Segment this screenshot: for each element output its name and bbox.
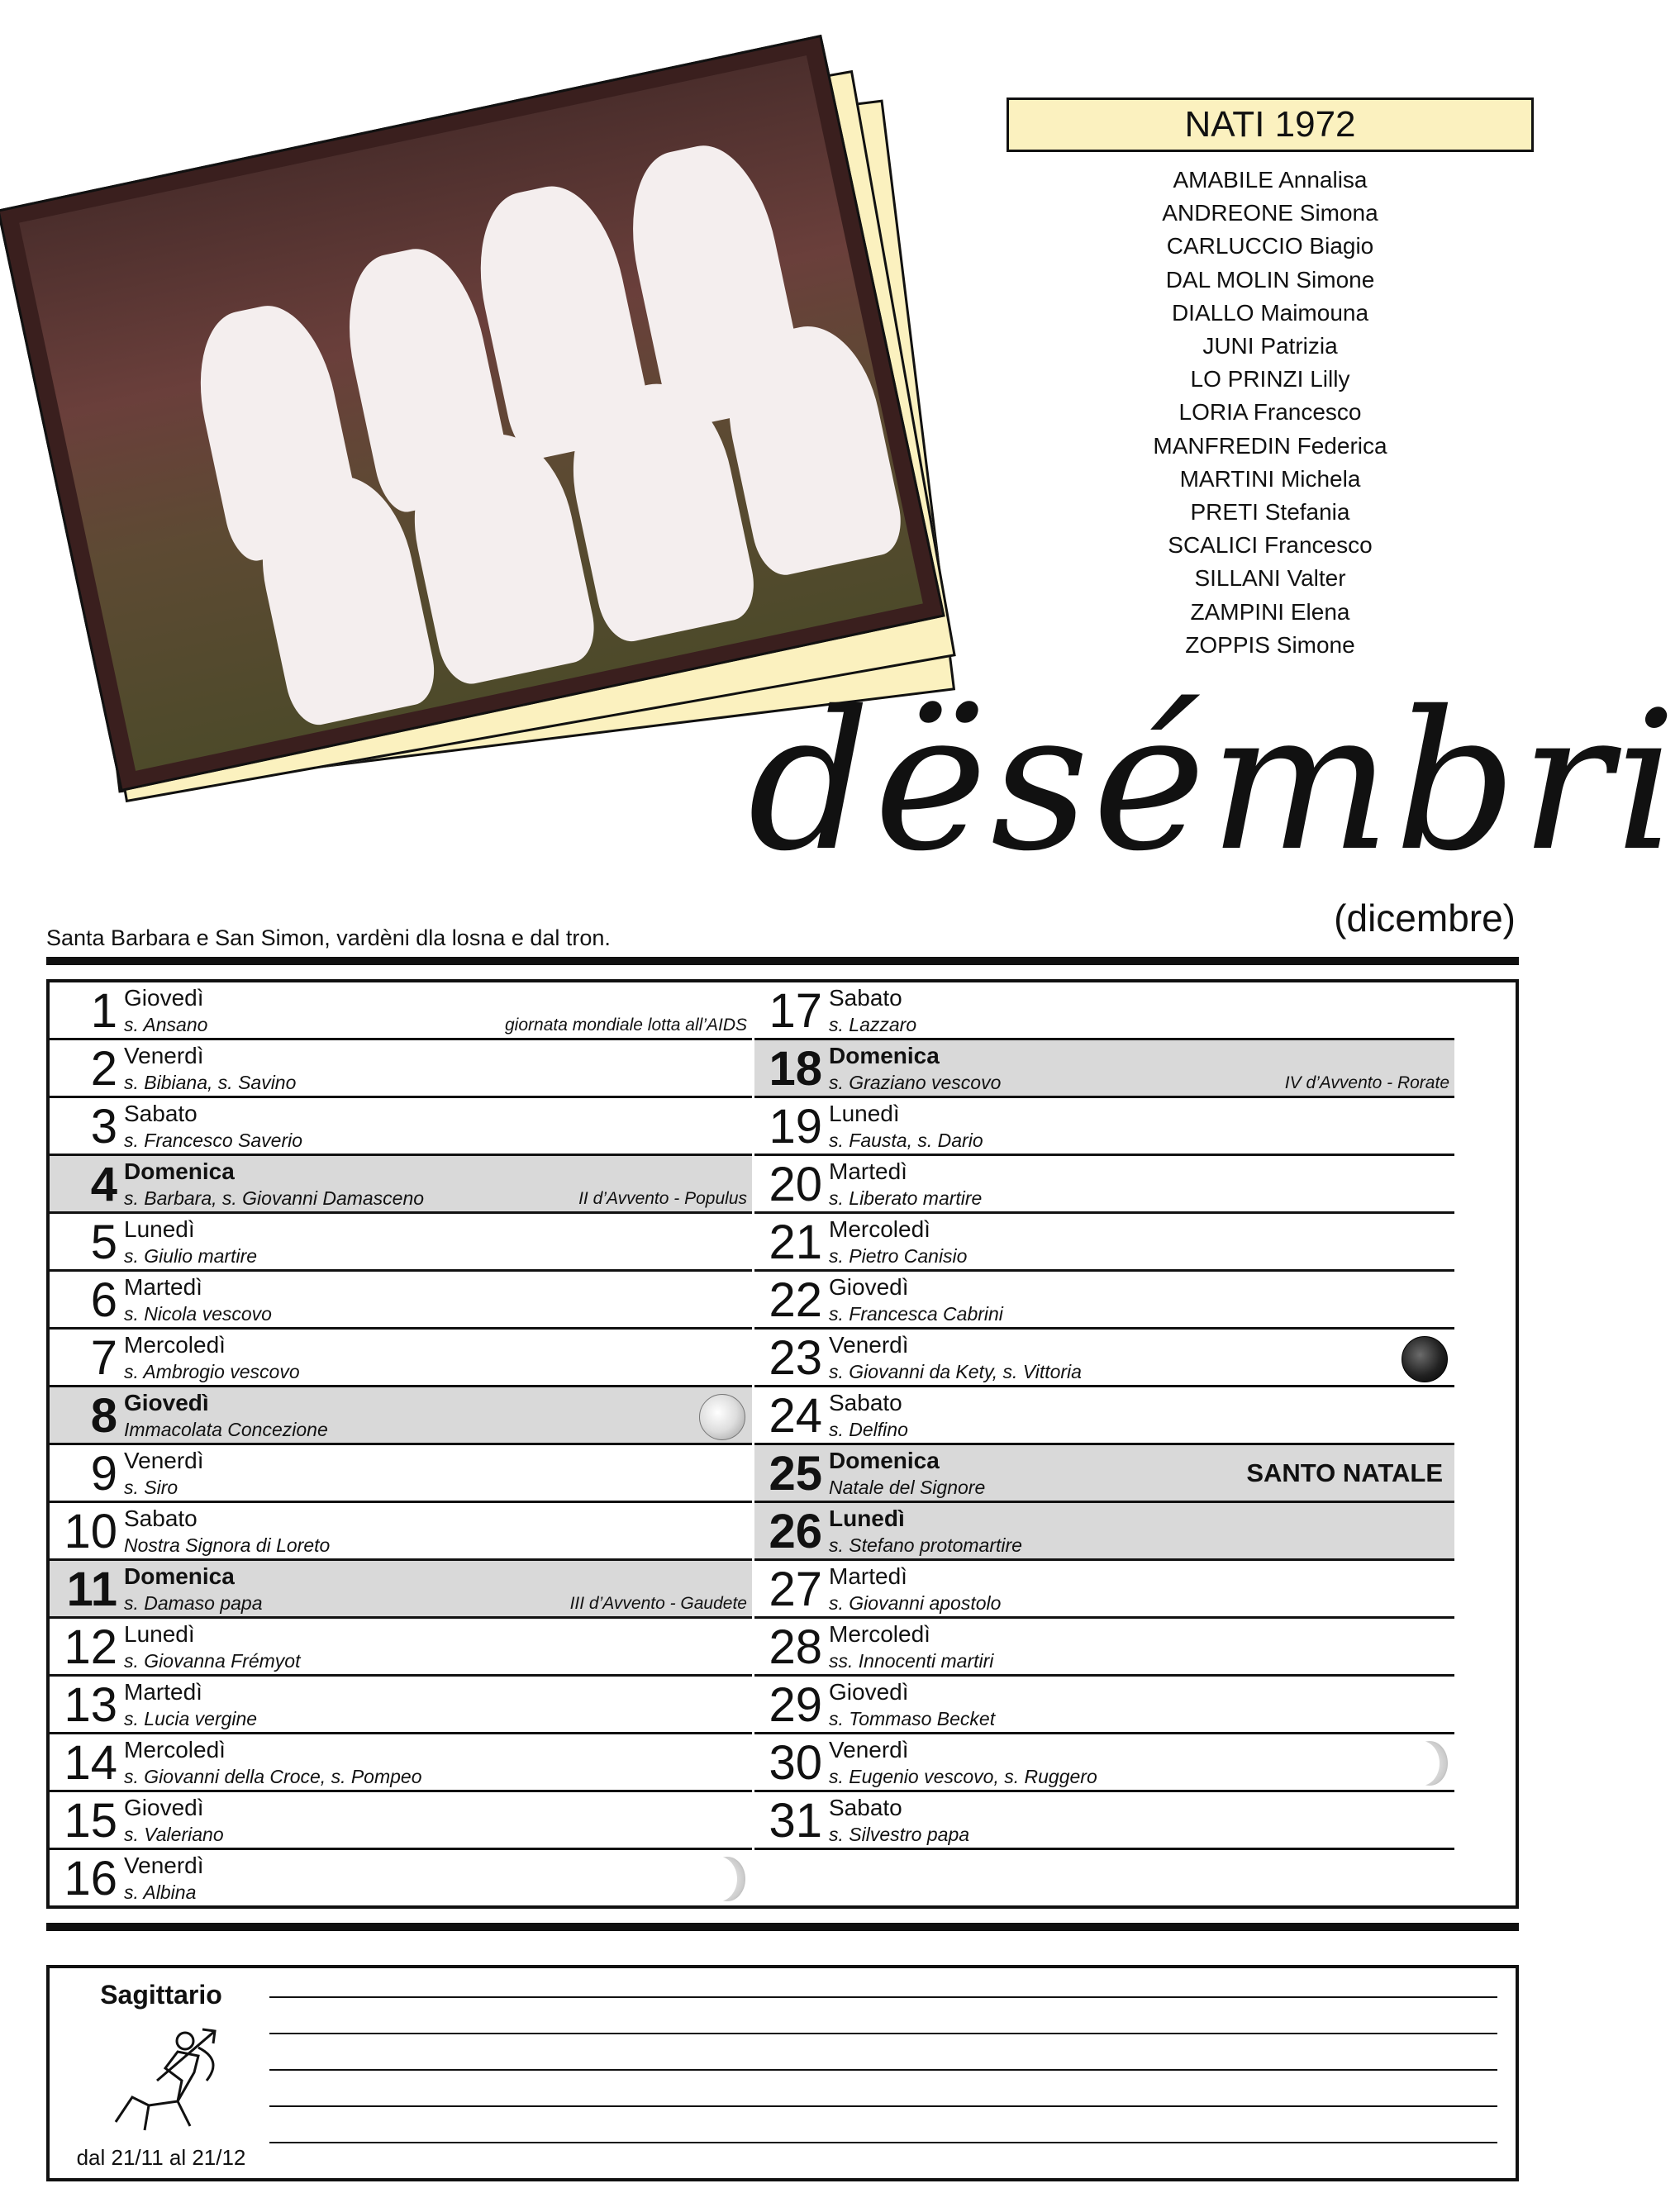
weekday-name: Sabato (829, 1795, 902, 1820)
day-number: 29 (769, 1678, 822, 1732)
day-number: 12 (64, 1620, 117, 1674)
day-number: 24 (769, 1389, 822, 1443)
liturgical-note: giornata mondiale lotta all’AIDS (505, 1016, 747, 1035)
saint-name: s. Pietro Canisio (829, 1245, 968, 1267)
calendar-day-row (50, 1330, 752, 1387)
day-number: 9 (90, 1447, 117, 1501)
saint-name: ss. Innocenti martiri (829, 1650, 994, 1672)
saint-name: s. Delfino (829, 1419, 908, 1440)
day-number: 6 (90, 1273, 117, 1327)
nati-name: AMABILE Annalisa (1173, 167, 1368, 193)
weekday-name: Mercoledì (124, 1332, 226, 1358)
saint-name: Natale del Signore (829, 1477, 986, 1498)
nati-name: SILLANI Valter (1194, 565, 1346, 592)
weekday-name: Giovedì (829, 1679, 909, 1705)
calendar-day-row (754, 1619, 1454, 1677)
saint-name: s. Valeriano (124, 1824, 224, 1845)
day-number: 19 (769, 1100, 822, 1154)
weekday-name: Martedì (829, 1158, 907, 1184)
saint-name: s. Giovanna Frémyot (124, 1650, 301, 1672)
weekday-name: Mercoledì (124, 1737, 226, 1762)
zodiac-name: Sagittario (100, 1980, 222, 2010)
calendar-day-row (754, 1677, 1454, 1734)
nati-title: NATI 1972 (1007, 98, 1534, 152)
quarter-moon-icon (1403, 1741, 1448, 1786)
weekday-name: Domenica (829, 1448, 940, 1473)
proverb: Santa Barbara e San Simon, vardèni dla losna e dal tron. (46, 925, 611, 950)
day-number: 11 (66, 1563, 117, 1616)
weekday-name: Martedì (829, 1563, 907, 1589)
day-number: 25 (769, 1447, 822, 1501)
nati-name: MARTINI Michela (1179, 465, 1361, 492)
day-number: 20 (769, 1158, 822, 1211)
calendar-day-row (50, 1850, 752, 1908)
calendar-day-row (754, 1734, 1454, 1792)
liturgical-note: III d’Avvento - Gaudete (569, 1594, 747, 1613)
weekday-name: Domenica (124, 1563, 235, 1589)
calendar-day-row (50, 1040, 752, 1098)
saint-name: s. Graziano vescovo (829, 1072, 1002, 1093)
nati-name: CARLUCCIO Biagio (1166, 233, 1374, 259)
day-number: 16 (64, 1852, 117, 1905)
weekday-name: Lunedì (829, 1506, 905, 1531)
day-number: 1 (90, 984, 117, 1038)
saint-name: s. Liberato martire (829, 1187, 983, 1209)
calendar-day-row (50, 1619, 752, 1677)
saint-name: s. Tommaso Becket (829, 1708, 996, 1729)
nati-name: ZAMPINI Elena (1190, 598, 1350, 625)
saint-name: s. Eugenio vescovo, s. Ruggero (829, 1766, 1097, 1787)
day-number: 18 (769, 1042, 822, 1096)
month-title: dësémbri (748, 670, 1680, 893)
saint-name: s. Barbara, s. Giovanni Damasceno (124, 1187, 425, 1209)
calendar-day-row (754, 1272, 1454, 1330)
weekday-name: Sabato (124, 1101, 198, 1126)
calendar-day-row (754, 1040, 1454, 1098)
saint-name: s. Lucia vergine (124, 1708, 258, 1729)
weekday-name: Lunedì (124, 1621, 195, 1647)
month-italian: (dicembre) (1334, 897, 1516, 940)
calendar-day-row (50, 982, 752, 1040)
weekday-name: Lunedì (124, 1216, 195, 1242)
calendar-day-row (50, 1156, 752, 1214)
weekday-name: Lunedì (829, 1101, 900, 1126)
weekday-name: Sabato (829, 1390, 902, 1415)
holiday-label: SANTO NATALE (1246, 1458, 1443, 1487)
calendar-day-row (50, 1272, 752, 1330)
weekday-name: Venerdì (829, 1332, 909, 1358)
calendar-day-row (754, 1330, 1454, 1387)
liturgical-note: II d’Avvento - Populus (578, 1189, 747, 1208)
weekday-name: Mercoledì (829, 1216, 930, 1242)
nati-name: SCALICI Francesco (1168, 532, 1373, 559)
calendar-day-row (50, 1792, 752, 1850)
weekday-name: Domenica (124, 1158, 235, 1184)
nati-name: JUNI Patrizia (1202, 333, 1338, 359)
saint-name: s. Stefano protomartire (829, 1534, 1022, 1556)
day-number: 2 (90, 1042, 117, 1096)
day-number: 3 (90, 1100, 117, 1154)
day-number: 7 (90, 1331, 117, 1385)
day-number: 8 (90, 1389, 117, 1443)
calendar-day-row (754, 1156, 1454, 1214)
calendar-day-row (50, 1445, 752, 1503)
calendar-grid (46, 979, 1519, 1909)
calendar-day-row (754, 1098, 1454, 1156)
saint-name: s. Silvestro papa (829, 1824, 970, 1845)
calendar-day-row (50, 1561, 752, 1619)
saint-name: s. Francesco Saverio (124, 1130, 303, 1151)
full-moon-icon (699, 1394, 745, 1440)
new-moon-icon (1402, 1336, 1448, 1382)
day-number: 31 (769, 1794, 822, 1848)
weekday-name: Giovedì (124, 1390, 209, 1415)
saint-name: s. Bibiana, s. Savino (124, 1072, 297, 1093)
calendar-day-row (754, 1561, 1454, 1619)
saint-name: s. Ambrogio vescovo (124, 1361, 300, 1382)
weekday-name: Martedì (124, 1679, 202, 1705)
saint-name: s. Giovanni da Kety, s. Vittoria (829, 1361, 1082, 1382)
saint-name: s. Damaso papa (124, 1592, 263, 1614)
day-number: 17 (769, 984, 822, 1038)
day-number: 15 (64, 1794, 117, 1848)
nati-name: ZOPPIS Simone (1185, 631, 1355, 658)
weekday-name: Giovedì (124, 985, 204, 1011)
saint-name: s. Giulio martire (124, 1245, 258, 1267)
day-number: 5 (90, 1215, 117, 1269)
calendar-day-row (754, 982, 1454, 1040)
nati-names-list (1007, 164, 1534, 662)
weekday-name: Sabato (829, 985, 902, 1011)
quarter-moon-icon (701, 1857, 745, 1901)
weekday-name: Giovedì (124, 1795, 204, 1820)
saint-name: s. Siro (124, 1477, 178, 1498)
zodiac-range: dal 21/11 al 21/12 (76, 2145, 246, 2170)
nati-name: LORIA Francesco (1178, 399, 1362, 426)
nati-name: ANDREONE Simona (1162, 200, 1378, 226)
calendar-day-row (50, 1214, 752, 1272)
calendar-day-row (754, 1792, 1454, 1850)
day-number: 22 (769, 1273, 822, 1327)
weekday-name: Giovedì (829, 1274, 909, 1300)
day-number: 23 (769, 1331, 822, 1385)
weekday-name: Venerdì (124, 1853, 204, 1878)
note-line (269, 2105, 1497, 2107)
day-number: 28 (769, 1620, 822, 1674)
weekday-name: Domenica (829, 1043, 940, 1068)
saint-name: Immacolata Concezione (124, 1419, 328, 1440)
calendar-day-row (50, 1677, 752, 1734)
weekday-name: Mercoledì (829, 1621, 930, 1647)
calendar-day-row (754, 1387, 1454, 1445)
day-number: 26 (769, 1505, 822, 1558)
zodiac-box (46, 1965, 1519, 2181)
calendar-day-row (50, 1387, 752, 1445)
saint-name: s. Albina (124, 1881, 197, 1903)
calendar-day-row (50, 1503, 752, 1561)
day-number: 27 (769, 1563, 822, 1616)
saint-name: s. Giovanni della Croce, s. Pompeo (124, 1766, 422, 1787)
saint-name: s. Lazzaro (829, 1014, 917, 1035)
nati-name: LO PRINZI Lilly (1190, 366, 1350, 392)
weekday-name: Martedì (124, 1274, 202, 1300)
day-number: 4 (90, 1158, 117, 1211)
saint-name: s. Francesca Cabrini (829, 1303, 1003, 1325)
nati-name: MANFREDIN Federica (1153, 432, 1387, 459)
saint-name: s. Fausta, s. Dario (829, 1130, 983, 1151)
calendar-day-row (50, 1098, 752, 1156)
saint-name: s. Giovanni apostolo (829, 1592, 1002, 1614)
liturgical-note: IV d’Avvento - Rorate (1284, 1073, 1449, 1092)
divider-line (46, 1923, 1519, 1931)
note-line (269, 2069, 1497, 2071)
note-line (269, 1996, 1497, 1998)
note-line (269, 2142, 1497, 2143)
day-number: 21 (769, 1215, 822, 1269)
day-number: 30 (769, 1736, 822, 1790)
calendar-day-row (754, 1445, 1454, 1503)
day-number: 14 (64, 1736, 117, 1790)
note-line (269, 2033, 1497, 2034)
sagittarius-icon (99, 2023, 223, 2138)
day-number: 13 (64, 1678, 117, 1732)
nati-name: PRETI Stefania (1190, 499, 1350, 526)
nati-name: DIALLO Maimouna (1171, 299, 1369, 326)
saint-name: s. Ansano (124, 1014, 208, 1035)
weekday-name: Venerdì (124, 1448, 204, 1473)
day-number: 10 (64, 1505, 117, 1558)
calendar-day-row (50, 1734, 752, 1792)
saint-name: Nostra Signora di Loreto (124, 1534, 331, 1556)
saint-name: s. Nicola vescovo (124, 1303, 272, 1325)
weekday-name: Venerdì (124, 1043, 204, 1068)
calendar-day-row (754, 1503, 1454, 1561)
weekday-name: Venerdì (829, 1737, 909, 1762)
weekday-name: Sabato (124, 1506, 198, 1531)
calendar-day-row (754, 1214, 1454, 1272)
nati-name: DAL MOLIN Simone (1165, 266, 1375, 293)
divider-line (46, 957, 1519, 965)
